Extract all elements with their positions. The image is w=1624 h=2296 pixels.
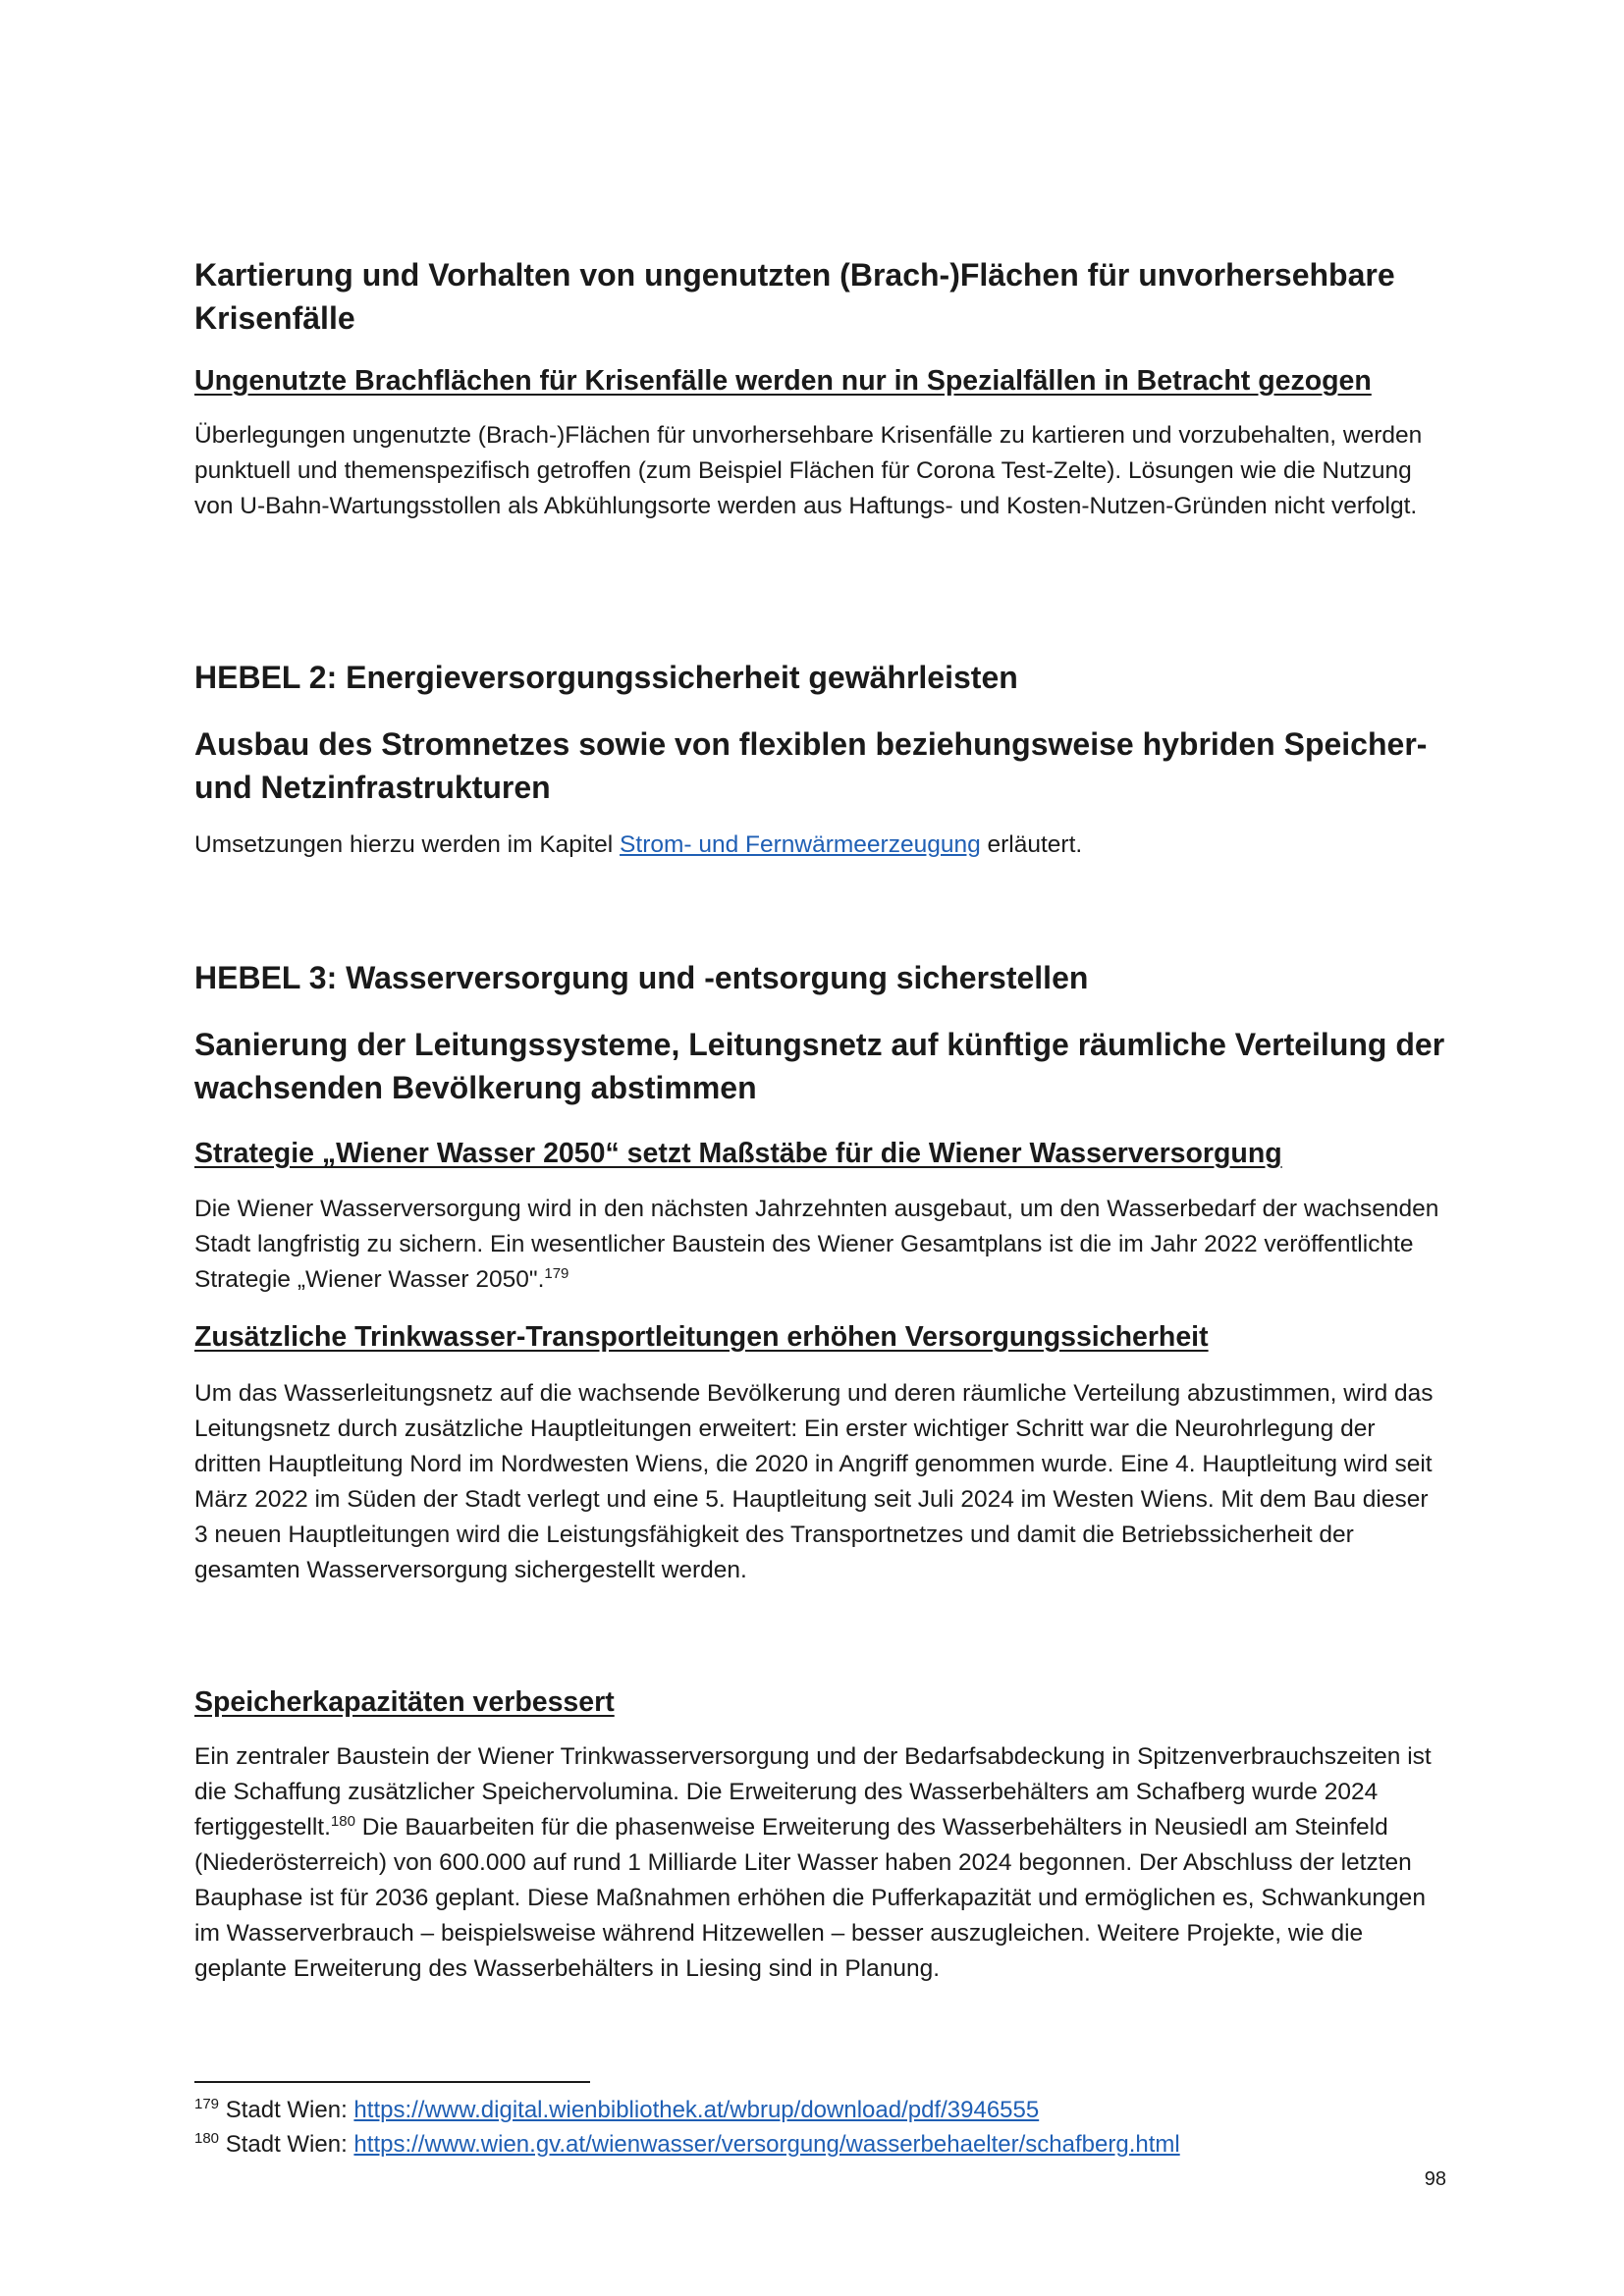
footnote-ref-179[interactable]: 179	[544, 1264, 569, 1282]
footnote-180	[194, 2129, 1180, 2161]
footnote-ref-180[interactable]: 180	[330, 1812, 355, 1830]
heading-hebel-2: HEBEL 2: Energieversorgungssicherheit gewährleisten	[194, 660, 1018, 695]
speicher-text-2: Die Bauarbeiten für die phasenweise Erweiterung des Wasserbehälters in Neusiedl am Steinfeld (Niederösterreich) von 600.000 auf rund 1 Milliarde Liter Wasser haben 2024 begonnen. Der Abschluss der letzten Bauphase ist für 2036 geplant. Diese Maßnahmen erhöhen die Pufferkapazität und ermöglichen es, Schwankungen im Wasserverbrauch – beispielsweise während Hitzewellen – besser auszugleichen. Weitere Projekte, wie die geplante Erweiterung des Wasserbehälters in Liesing sind in Planung.	[194, 1814, 1426, 1982]
subheading-stromnetz: Ausbau des Stromnetzes sowie von flexiblen beziehungsweise hybriden Speicher- und Netzinfrastrukturen	[194, 726, 1428, 805]
paragraph-brachflaechen: Überlegungen ungenutzte (Brach-)Flächen für unvorhersehbare Krisenfälle zu kartieren und vorzubehalten, werden punktuell und themenspezifisch getroffen (zum Beispiel Flächen für Corona Test-Zelte). Lösungen wie die Nutzung von U-Bahn-Wartungsstollen als Abkühlungsorte werden aus Haftungs- und Kosten-Nutzen-Gründen nicht verfolgt.	[194, 422, 1423, 519]
text-after-link: erläutert.	[980, 831, 1083, 858]
paragraph-speicherkapazitaeten	[194, 1739, 1446, 1987]
subheading-leitungssysteme: Sanierung der Leitungssysteme, Leitungsnetz auf künftige räumliche Verteilung der wachsenden Bevölkerung abstimmen	[194, 1027, 1445, 1105]
footnote-label: Stadt Wien:	[219, 2097, 354, 2123]
heading-hebel-3: HEBEL 3: Wasserversorgung und -entsorgung sicherstellen	[194, 960, 1089, 995]
footnote-link-179[interactable]: https://www.digital.wienbibliothek.at/wbrup/download/pdf/3946555	[353, 2097, 1040, 2123]
paragraph-transportleitungen: Um das Wasserleitungsnetz auf die wachsende Bevölkerung und deren räumliche Verteilung abzustimmen, wird das Leitungsnetz durch zusätzliche Hauptleitungen erweitert: Ein erster wichtiger Schritt war die Neurohrlegung der dritten Hauptleitung Nord im Nordwesten Wiens, die 2020 in Angriff genommen wurde. Eine 4. Hauptleitung wird seit März 2022 im Süden der Stadt verlegt und eine 5. Hauptleitung seit Juli 2024 im Westen Wiens. Mit dem Bau dieser 3 neuen Hauptleitungen wird die Leistungsfähigkeit des Transportnetzes und damit die Betriebssicherheit der gesamten Wasserversorgung sichergestellt werden.	[194, 1380, 1434, 1583]
speicher-text-1: Ein zentraler Baustein der Wiener Trinkwasserversorgung und der Bedarfsabdeckung in Spitzenverbrauchszeiten ist die Schaffung zusätzlicher Speichervolumina. Die Erweiterung des Wasserbehälters am Schafberg wurde 2024 fertiggestellt.	[194, 1743, 1432, 1841]
footnote-link-180[interactable]: https://www.wien.gv.at/wienwasser/versorgung/wasserbehaelter/schafberg.html	[353, 2131, 1180, 2158]
document-page	[194, 0, 1446, 2296]
strategie-text: Die Wiener Wasserversorgung wird in den nächsten Jahrzehnten ausgebaut, um den Wasserbedarf der wachsenden Stadt langfristig zu sichern. Ein wesentlicher Baustein des Wiener Gesamtplans ist die im Jahr 2022 veröffentlichte Strategie „Wiener Wasser 2050".	[194, 1196, 1439, 1293]
paragraph-umsetzungen	[194, 828, 1446, 863]
paragraph-strategie-2050	[194, 1192, 1446, 1298]
subheading-strategie-2050: Strategie „Wiener Wasser 2050“ setzt Maßstäbe für die Wiener Wasserversorgung	[194, 1138, 1282, 1169]
subheading-brachflaechen: Ungenutzte Brachflächen für Krisenfälle werden nur in Spezialfällen in Betracht gezogen	[194, 365, 1372, 397]
link-strom-fernwaerme[interactable]: Strom- und Fernwärmeerzeugung	[620, 831, 981, 858]
footnote-179	[194, 2095, 1039, 2126]
footnote-separator	[194, 2081, 590, 2083]
subheading-speicherkapazitaeten: Speicherkapazitäten verbessert	[194, 1686, 615, 1718]
footnote-label: Stadt Wien:	[219, 2131, 354, 2158]
footnote-number: 179	[194, 2096, 220, 2112]
text-before-link: Umsetzungen hierzu werden im Kapitel	[194, 831, 621, 858]
footnote-number: 180	[194, 2130, 220, 2147]
subheading-transportleitungen: Zusätzliche Trinkwasser-Transportleitungen erhöhen Versorgungssicherheit	[194, 1321, 1209, 1353]
page-number: 98	[1424, 2168, 1446, 2190]
section-heading-kartierung: Kartierung und Vorhalten von ungenutzten (Brach-)Flächen für unvorhersehbare Krisenfälle	[194, 257, 1395, 336]
